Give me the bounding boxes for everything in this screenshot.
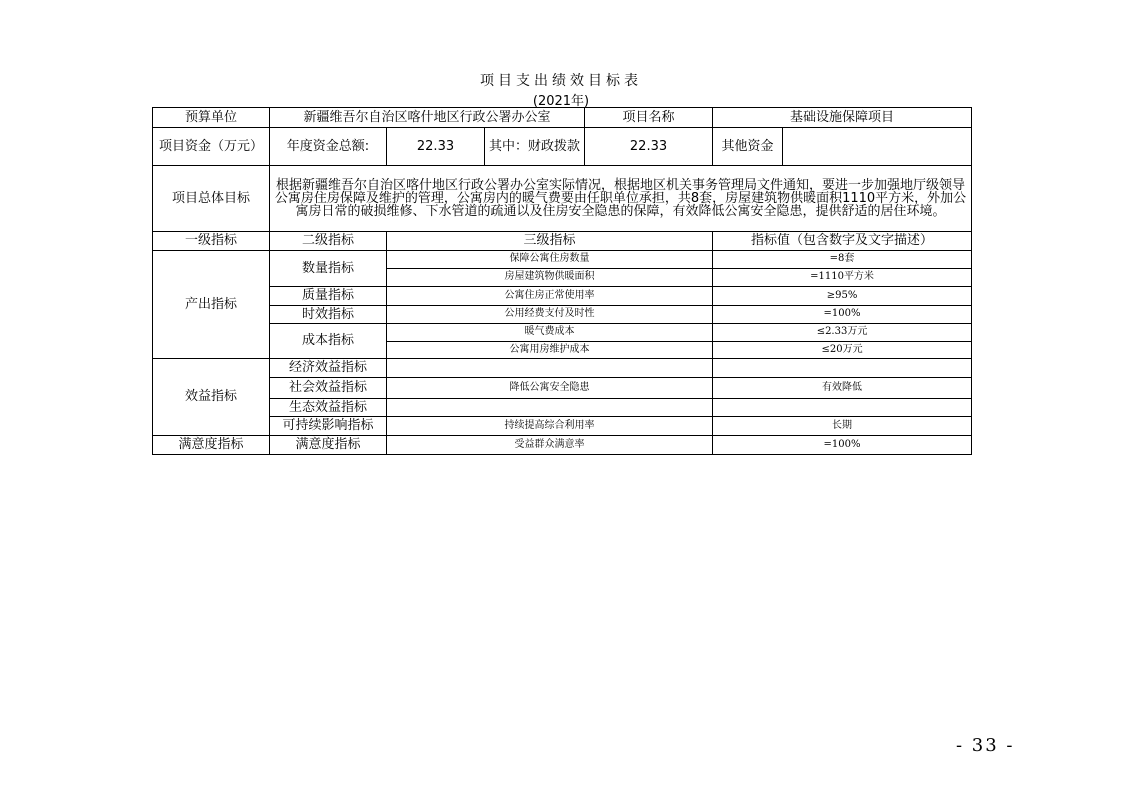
other-funds-label: 其他资金 xyxy=(713,128,783,166)
indicator-name xyxy=(387,359,713,378)
ecological-benefit-label: 生态效益指标 xyxy=(270,399,387,417)
indicator-value: =100% xyxy=(713,306,972,324)
table-row xyxy=(153,436,972,455)
satisfaction-sub-label: 满意度指标 xyxy=(270,436,387,455)
project-funds-label: 项目资金（万元） xyxy=(153,128,270,166)
indicator-value: 有效降低 xyxy=(713,378,972,399)
table-row xyxy=(153,324,972,342)
indicator-value: ≥95% xyxy=(713,287,972,306)
performance-target-table xyxy=(152,107,972,455)
indicator-value: =100% xyxy=(713,436,972,455)
indicator-name: 公寓用房维护成本 xyxy=(387,342,713,359)
overall-goal-label: 项目总体目标 xyxy=(153,166,270,232)
indicator-name: 持续提高综合利用率 xyxy=(387,417,713,436)
benefit-indicator-label: 效益指标 xyxy=(153,359,270,436)
document-year: (2021年) xyxy=(532,94,590,109)
indicator-name: 降低公寓安全隐患 xyxy=(387,378,713,399)
indicator-value: =8套 xyxy=(713,251,972,269)
project-name-label: 项目名称 xyxy=(585,108,713,128)
table-row xyxy=(153,417,972,436)
table-row xyxy=(153,128,972,166)
indicator-name: 房屋建筑物供暖面积 xyxy=(387,269,713,287)
indicator-value: ≤2.33万元 xyxy=(713,324,972,342)
indicator-name xyxy=(387,399,713,417)
social-benefit-label: 社会效益指标 xyxy=(270,378,387,399)
quality-indicator-label: 质量指标 xyxy=(270,287,387,306)
cost-indicator-label: 成本指标 xyxy=(270,324,387,359)
fiscal-allocation-value: 22.33 xyxy=(585,128,713,166)
table-row xyxy=(153,287,972,306)
output-indicator-label: 产出指标 xyxy=(153,251,270,359)
indicator-name: 保障公寓住房数量 xyxy=(387,251,713,269)
indicator-value: =1110平方米 xyxy=(713,269,972,287)
timeliness-indicator-label: 时效指标 xyxy=(270,306,387,324)
table-row xyxy=(153,306,972,324)
table-row xyxy=(153,108,972,128)
other-funds-value xyxy=(783,128,972,166)
annual-total-value: 22.33 xyxy=(387,128,485,166)
budget-unit-label: 预算单位 xyxy=(153,108,270,128)
indicator-name: 公用经费支付及时性 xyxy=(387,306,713,324)
indicator-name: 公寓住房正常使用率 xyxy=(387,287,713,306)
table-row xyxy=(153,251,972,269)
table-row xyxy=(153,378,972,399)
project-name-value: 基础设施保障项目 xyxy=(713,108,972,128)
indicator-name: 暖气费成本 xyxy=(387,324,713,342)
budget-unit-value: 新疆维吾尔自治区喀什地区行政公署办公室 xyxy=(270,108,585,128)
column-header-level3: 三级指标 xyxy=(387,232,713,251)
annual-total-label: 年度资金总额: xyxy=(270,128,387,166)
fiscal-allocation-label: 其中：财政拨款 xyxy=(485,128,585,166)
satisfaction-indicator-label: 满意度指标 xyxy=(153,436,270,455)
table-row xyxy=(153,359,972,378)
table-row xyxy=(153,166,972,232)
indicator-value: 长期 xyxy=(713,417,972,436)
indicator-value: ≤20万元 xyxy=(713,342,972,359)
indicator-name: 受益群众满意率 xyxy=(387,436,713,455)
indicator-value xyxy=(713,399,972,417)
sustainable-impact-label: 可持续影响指标 xyxy=(270,417,387,436)
table-row xyxy=(153,399,972,417)
overall-goal-text: 根据新疆维吾尔自治区喀什地区行政公署办公室实际情况，根据地区机关事务管理局文件通知，要进一步加强地厅级领导公寓房住房保障及维护的管理，公寓房内的暖气费要由任职单位承担，共8套，房屋建筑物供暖面积1110平方米，外加公寓房日常的破损维修、下水管道的疏通以及住房安全隐患的保障，有效降低公寓安全隐患，提供舒适的居住环境。 xyxy=(270,166,972,232)
column-header-value: 指标值（包含数字及文字描述） xyxy=(713,232,972,251)
indicator-value xyxy=(713,359,972,378)
column-header-level1: 一级指标 xyxy=(153,232,270,251)
table-row xyxy=(153,232,972,251)
document-title: 项目支出绩效目标表 xyxy=(480,73,642,89)
quantity-indicator-label: 数量指标 xyxy=(270,251,387,287)
page-number: - 33 - xyxy=(956,735,1015,756)
economic-benefit-label: 经济效益指标 xyxy=(270,359,387,378)
column-header-level2: 二级指标 xyxy=(270,232,387,251)
